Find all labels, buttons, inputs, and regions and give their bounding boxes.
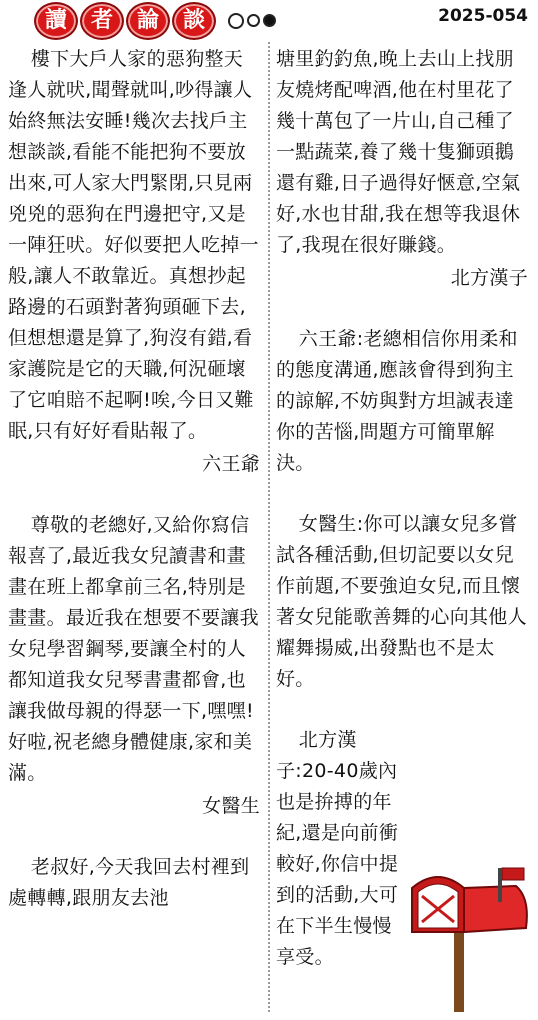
letter-3: 老叔好,今天我回去村裡到處轉轉,跟朋友去池 [8, 856, 250, 909]
title-char-1: 讀 [34, 2, 78, 40]
signature-1: 六王爺 [202, 453, 260, 475]
circle-icon [228, 13, 244, 29]
reply-2: 女醫生:你可以讓女兒多嘗試各種活動,但切記要以女兒作前題,不要強迫女兒,而且懷著女兒能歌善舞的心向其他人耀舞揚威,出發點也不是太好。 [276, 513, 527, 690]
title-char-2: 者 [80, 2, 124, 40]
right-column [276, 44, 528, 973]
issue-number: 2025-054 [438, 6, 528, 26]
circle-icon [247, 14, 260, 27]
left-column [8, 44, 260, 914]
mailbox-icon [398, 862, 530, 1012]
letter-2: 尊敬的老總好,又給你寫信報喜了,最近我女兒讀書和畫畫在班上都拿前三名,特別是畫畫。最近我在想要不要讓我女兒學習鋼琴,要讓全村的人都知道我女兒琴書畫都會,也讓我做母親的得瑟一下,嘿嘿!好啦,祝老總身體健康,家和美滿。 [8, 514, 259, 784]
filled-circle-icon [263, 14, 276, 27]
column-divider [268, 42, 271, 1012]
letter-1: 樓下大戶人家的惡狗整天逢人就吠,聞聲就叫,吵得讓人始終無法安睡!幾次去找戶主想談談,看能不能把狗不要放出來,可人家大門緊閉,只見兩兇兇的惡狗在門邊把守,又是一陣狂吠。好似要把人吃掉一般,讓人不敢靠近。真想抄起路邊的石頭對著狗頭砸下去,但想想還是算了,狗沒有錯,看家護院是它的天職,何況砸壞了它咱賠不起啊!唉,今日又難眠,只有好好看貼報了。 [8, 48, 259, 442]
reply-3: 北方漢子:20-40歲內也是拚搏的年紀,還是向前衝較好,你信中提到的活動,大可在下半生慢慢享受。 [276, 729, 399, 968]
column-header [0, 0, 538, 38]
title-char-3: 論 [126, 2, 170, 40]
signature-2: 女醫生 [202, 795, 260, 817]
decorative-dots [228, 10, 279, 29]
signature-3: 北方漢子 [450, 267, 528, 289]
letter-3-continued: 塘里釣釣魚,晚上去山上找朋友燒烤配啤酒,他在村里花了幾十萬包了一片山,自己種了一點蔬菜,養了幾十隻獅頭鵝還有雞,日子過得好愜意,空氣好,水也甘甜,我在想等我退休了,我現在很好賺錢。 [276, 48, 521, 256]
reply-1: 六王爺:老總相信你用柔和的態度溝通,應該會得到狗主的諒解,不妨與對方坦誠表達你的苦惱,問題方可簡單解決。 [276, 328, 518, 474]
title-char-4: 談 [172, 2, 216, 40]
